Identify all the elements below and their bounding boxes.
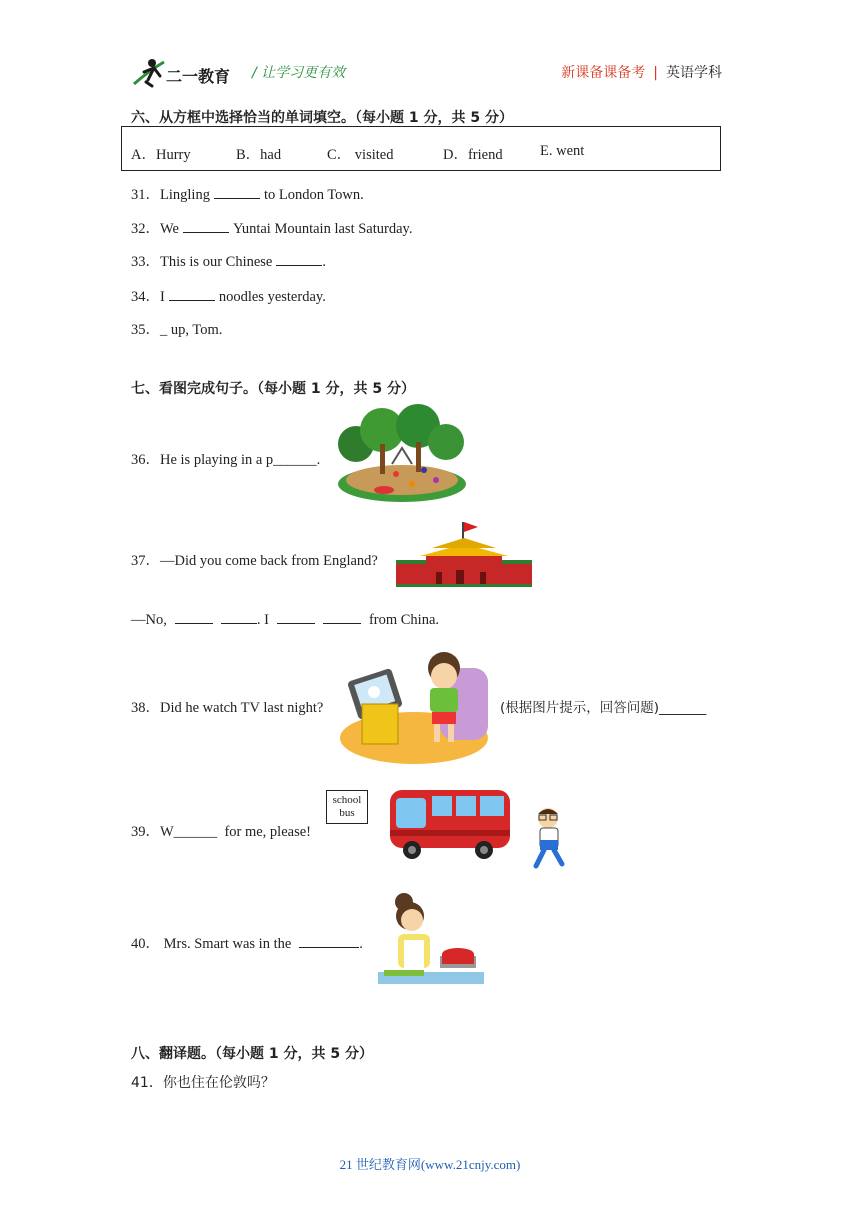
q37-tail: from China.: [368, 612, 440, 628]
q31-text: 31．Lingling: [131, 187, 210, 203]
question-37-answer: [131, 611, 439, 629]
question-41: 41．你也住在伦敦吗？: [131, 1075, 275, 1091]
q37-blank-4: [323, 611, 361, 624]
header-separator: |: [653, 65, 658, 81]
sign-line-1: school: [332, 794, 362, 806]
word-box: [121, 126, 721, 171]
q32-text: 32．We: [131, 221, 179, 237]
header-tag: 新课备课备考: [561, 65, 646, 81]
slogan: / 让学习更有效: [252, 65, 346, 81]
q37-blank-3: [277, 611, 315, 624]
q32-blank: [183, 220, 229, 233]
q32-tail: Yuntai Mountain last Saturday.: [232, 221, 413, 237]
q33-blank: [276, 253, 322, 266]
q40-text: 40． Mrs. Smart was in the: [131, 936, 292, 952]
school-bus-sign: [326, 790, 368, 824]
q37-no: —No,: [131, 612, 167, 628]
q31-tail: to London Town.: [263, 187, 364, 203]
question-38-hint: (根据图片提示，回答问题)_______: [500, 700, 707, 716]
question-38: 38．Did he watch TV last night?: [131, 700, 324, 716]
question-32: [131, 217, 412, 238]
question-36: 36．He is playing in a p______.: [131, 452, 321, 468]
question-33: [131, 250, 326, 271]
question-31: [131, 183, 364, 204]
q37-blank-1: [175, 611, 213, 624]
option-e: E. went: [540, 143, 585, 159]
section7-title: 七、看图完成句子。（每小题 1 分，共 5 分）: [131, 381, 415, 397]
question-37: 37．—Did you come back from England?: [131, 553, 378, 569]
section8-title: 八、翻译题。（每小题 1 分，共 5 分）: [131, 1046, 373, 1062]
tiananmen-image: [396, 520, 532, 588]
header-subject: [561, 62, 722, 82]
q37-i: . I: [256, 612, 269, 628]
q33-text: 33．This is our Chinese: [131, 254, 273, 270]
q33-tail: .: [322, 254, 326, 270]
q34-blank: [169, 288, 215, 301]
q40-blank: [299, 935, 359, 948]
option-c: C． visited: [327, 147, 394, 163]
question-39: [131, 820, 311, 841]
option-b: B．had: [236, 147, 282, 163]
q34-tail: noodles yesterday.: [218, 289, 326, 305]
q39-text: 39．W______: [131, 824, 218, 840]
footer-link[interactable]: 21 世纪教育网(www.21cnjy.com): [339, 1157, 521, 1172]
q31-blank: [214, 186, 260, 199]
q37-blank-2: [221, 611, 257, 624]
running-boy-image: [530, 806, 570, 872]
woman-cooking-image: [376, 890, 486, 990]
q34-text: 34．I: [131, 289, 165, 305]
section6-title: 六、从方框中选择恰当的单词填空。（每小题 1 分，共 5 分）: [131, 110, 513, 126]
option-a: A．Hurry: [131, 147, 191, 163]
boy-watching-tv-image: [338, 642, 492, 766]
sign-line-2: bus: [339, 807, 355, 819]
q40-tail: .: [359, 936, 363, 952]
q35-text: 35．_ up, Tom.: [131, 322, 223, 338]
header-subject-label: 英语学科: [666, 65, 722, 81]
question-34: [131, 285, 326, 306]
school-bus-image: [386, 780, 514, 862]
option-d: D．friend: [443, 147, 503, 163]
logo-text: 二一教育: [166, 67, 231, 86]
q39-tail: for me, please!: [224, 824, 311, 840]
question-35: [131, 318, 222, 339]
park-image: [336, 404, 468, 504]
question-40: [131, 932, 363, 953]
